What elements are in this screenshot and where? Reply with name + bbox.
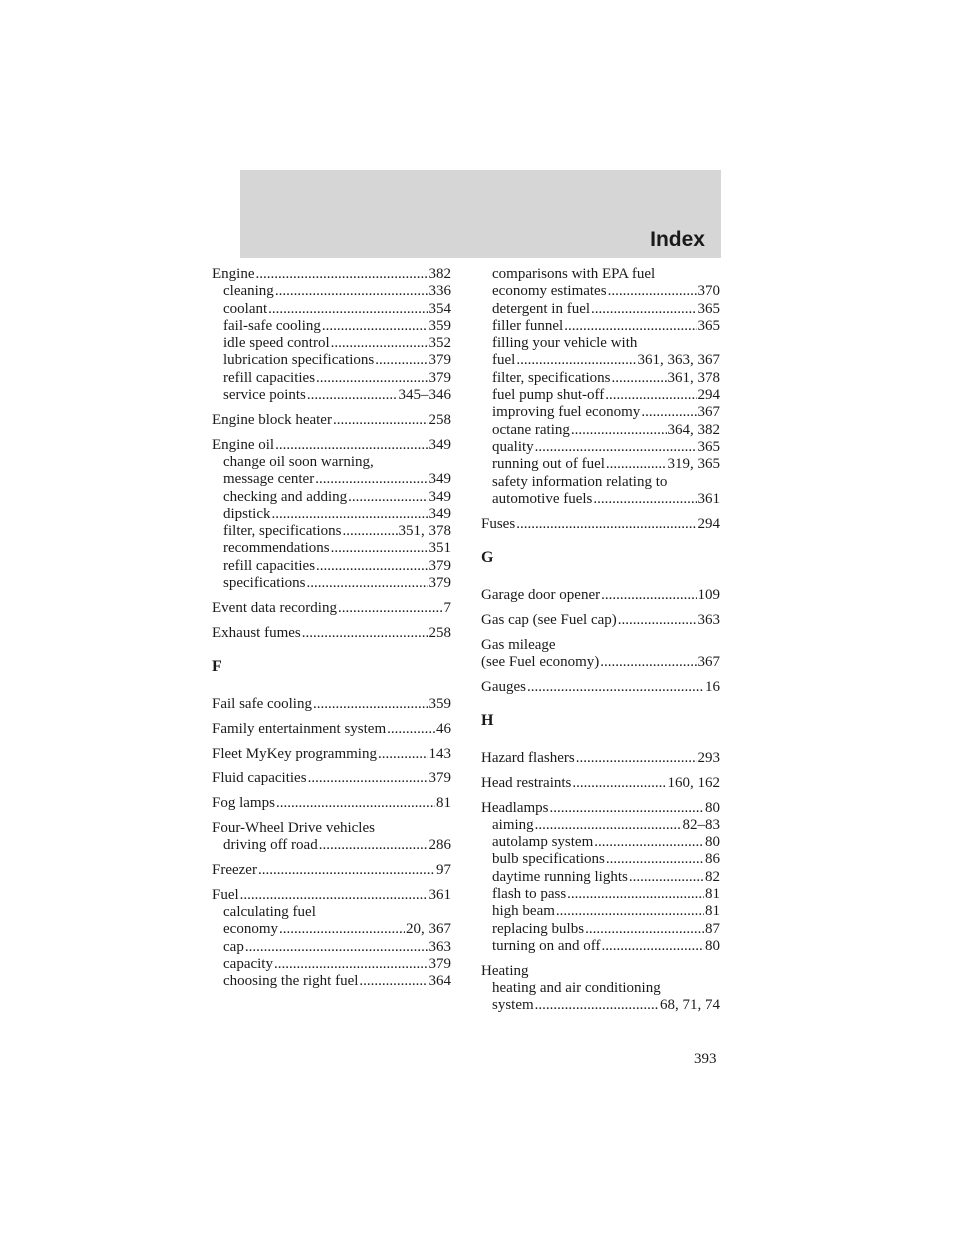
- index-line: [492, 491, 720, 508]
- entry-term: flash to pass: [492, 886, 567, 903]
- dot-leader: [316, 558, 427, 575]
- index-line: [212, 625, 451, 642]
- entry-term: Fleet MyKey programming: [212, 745, 377, 762]
- index-line: [492, 301, 720, 318]
- page-ref: 68, 71, 74: [660, 997, 720, 1014]
- page-ref: 286: [428, 837, 451, 854]
- dot-leader: [272, 506, 428, 523]
- dot-leader: [593, 491, 696, 508]
- dot-leader: [572, 775, 666, 792]
- page-ref: 80: [705, 799, 720, 816]
- page-ref: 379: [428, 352, 451, 369]
- page-ref: 349: [428, 488, 451, 505]
- entry-term: Engine: [212, 266, 255, 282]
- page-ref: 81: [705, 903, 720, 920]
- entry-term: refill capacities: [223, 557, 316, 574]
- page-ref: 379: [428, 369, 451, 386]
- dot-leader: [641, 404, 696, 421]
- index-entry: [481, 963, 720, 1015]
- dot-leader: [258, 862, 435, 879]
- page-ref: 16: [705, 678, 720, 695]
- index-entry: [212, 746, 451, 763]
- index-line: [223, 575, 451, 592]
- index-line: [223, 973, 451, 990]
- page-ref: 81: [705, 886, 720, 903]
- index-entry: [481, 800, 720, 956]
- dot-leader: [302, 625, 428, 642]
- index-line-continued: Four-Wheel Drive vehicles: [212, 819, 375, 836]
- dot-leader: [600, 654, 696, 671]
- index-line: [492, 370, 720, 387]
- entry-term: Fluid capacities: [212, 770, 307, 787]
- page-ref: 365: [697, 438, 720, 455]
- index-line: [492, 851, 720, 868]
- index-line: [212, 437, 451, 454]
- index-column-left: [212, 266, 451, 998]
- index-line: [492, 997, 720, 1014]
- dot-leader: [319, 837, 428, 854]
- page-ref: 367: [697, 404, 720, 421]
- index-line: [212, 746, 451, 763]
- index-line: [492, 938, 720, 955]
- index-line: [223, 921, 451, 938]
- page-ref: 345–346: [398, 387, 451, 404]
- dot-leader: [535, 817, 682, 834]
- index-line: [492, 834, 720, 851]
- dot-leader: [618, 612, 697, 629]
- index-line: [223, 956, 451, 973]
- dot-leader: [527, 679, 704, 696]
- index-entry: [212, 412, 451, 429]
- entry-term: Hazard flashers: [481, 749, 575, 766]
- page-ref: 379: [428, 557, 451, 574]
- index-subentries: [212, 837, 451, 854]
- dot-leader: [378, 746, 428, 763]
- dot-leader: [567, 886, 704, 903]
- dot-leader: [612, 370, 667, 387]
- page-ref: 143: [428, 745, 451, 762]
- entry-term: Engine oil: [212, 436, 275, 453]
- entry-term: Headlamps: [481, 799, 549, 816]
- index-line-continued: filling your vehicle with: [492, 335, 638, 352]
- page-ref: 20, 367: [406, 921, 451, 938]
- entry-term: economy estimates: [492, 283, 607, 300]
- index-line: [223, 837, 451, 854]
- entry-term: octane rating: [492, 421, 570, 438]
- index-subentries: [212, 904, 451, 990]
- dot-leader: [275, 437, 427, 454]
- index-line-continued: comparisons with EPA fuel: [492, 266, 656, 282]
- index-line: [492, 921, 720, 938]
- entry-term: service points: [223, 387, 306, 404]
- index-line: [212, 887, 451, 904]
- page-ref: 352: [428, 335, 451, 352]
- page-ref: 364: [428, 973, 451, 990]
- dot-leader: [601, 587, 696, 604]
- page-ref: 365: [697, 317, 720, 334]
- dot-leader: [535, 439, 697, 456]
- index-line-continued: safety information relating to: [492, 473, 668, 490]
- page-ref: 367: [697, 653, 720, 670]
- entry-term: filler funnel: [492, 317, 564, 334]
- dot-leader: [268, 301, 427, 318]
- index-line-continued: calculating fuel: [223, 904, 316, 921]
- entry-term: quality: [492, 438, 534, 455]
- index-line: [492, 869, 720, 886]
- dot-leader: [331, 335, 428, 352]
- index-line: [481, 516, 720, 533]
- dot-leader: [313, 696, 428, 713]
- dot-leader: [549, 800, 704, 817]
- index-entry: [212, 625, 451, 642]
- index-line: [223, 471, 451, 488]
- entry-term: Garage door opener: [481, 586, 601, 603]
- entry-term: recommendations: [223, 540, 330, 557]
- entry-term: Freezer: [212, 862, 257, 879]
- dot-leader: [387, 721, 435, 738]
- page-ref: 359: [428, 695, 451, 712]
- entry-term: automotive fuels: [492, 490, 593, 507]
- index-line: [492, 422, 720, 439]
- entry-term: turning on and off: [492, 937, 601, 954]
- dot-leader: [322, 318, 428, 335]
- index-line: [481, 800, 720, 817]
- index-entry: [212, 696, 451, 713]
- page-ref: 382: [428, 266, 451, 282]
- dot-leader: [564, 318, 696, 335]
- index-line: [481, 654, 720, 671]
- page-ref: 363: [697, 611, 720, 628]
- page-ref: 258: [428, 624, 451, 641]
- index-line: [212, 600, 451, 617]
- entry-term: aiming: [492, 816, 534, 833]
- entry-term: checking and adding: [223, 488, 348, 505]
- dot-leader: [240, 887, 428, 904]
- entry-term: Gauges: [481, 678, 526, 695]
- dot-leader: [629, 869, 704, 886]
- index-line: [481, 612, 720, 629]
- index-line: [212, 862, 451, 879]
- entry-term: filter, specifications: [223, 523, 342, 540]
- entry-term: economy: [223, 921, 278, 938]
- index-line: [223, 489, 451, 506]
- index-line-continued: Heating: [481, 962, 529, 979]
- entry-term: Fuel: [212, 886, 239, 903]
- page-ref: 293: [697, 749, 720, 766]
- dot-leader: [516, 352, 636, 369]
- page-ref: 86: [705, 851, 720, 868]
- dot-leader: [556, 903, 704, 920]
- page-ref: 363: [428, 938, 451, 955]
- index-line: [492, 903, 720, 920]
- entry-term: Family entertainment system: [212, 720, 387, 737]
- entry-term: fuel pump shut-off: [492, 387, 605, 404]
- index-entry: [212, 600, 451, 617]
- dot-leader: [315, 471, 427, 488]
- index-line: [492, 283, 720, 300]
- index-entry: [481, 266, 720, 508]
- index-line: [492, 404, 720, 421]
- page-ref: 379: [428, 575, 451, 592]
- index-entry: [481, 587, 720, 604]
- dot-leader: [274, 956, 428, 973]
- page-ref: 349: [428, 505, 451, 522]
- index-entry: [481, 679, 720, 696]
- entry-term: system: [492, 997, 534, 1014]
- entry-term: bulb specifications: [492, 851, 605, 868]
- entry-term: Exhaust fumes: [212, 624, 301, 641]
- index-line: [223, 335, 451, 352]
- dot-leader: [308, 770, 428, 787]
- index-line: [223, 523, 451, 540]
- page-ref: 294: [697, 515, 720, 532]
- dot-leader: [307, 387, 398, 404]
- page-ref: 80: [705, 834, 720, 851]
- index-line-continued: change oil soon warning,: [223, 453, 374, 470]
- page-ref: 364, 382: [667, 421, 720, 438]
- entry-term: refill capacities: [223, 369, 316, 386]
- entry-term: Fail safe cooling: [212, 695, 312, 712]
- entry-term: dipstick: [223, 505, 271, 522]
- page-ref: 87: [705, 920, 720, 937]
- dot-leader: [359, 973, 427, 990]
- page-number: 393: [694, 1051, 717, 1067]
- index-line: [212, 412, 451, 429]
- index-line: [223, 540, 451, 557]
- index-subentries: [481, 980, 720, 1015]
- index-line: [223, 370, 451, 387]
- index-letter-heading: H: [481, 711, 494, 729]
- index-line: [492, 352, 720, 369]
- page-ref: 361, 378: [667, 369, 720, 386]
- page-ref: 349: [428, 471, 451, 488]
- index-line: [223, 939, 451, 956]
- page-ref: 81: [436, 795, 451, 812]
- entry-term: Gas cap (see Fuel cap): [481, 611, 617, 628]
- entry-term: detergent in fuel: [492, 300, 591, 317]
- index-line: [223, 558, 451, 575]
- index-letter-heading: G: [481, 548, 494, 566]
- entry-term: Event data recording: [212, 599, 337, 616]
- dot-leader: [535, 997, 659, 1014]
- page-ref: 46: [436, 720, 451, 737]
- dot-leader: [275, 283, 428, 300]
- index-line: [481, 750, 720, 767]
- index-entry: [212, 770, 451, 787]
- entry-term: daytime running lights: [492, 868, 628, 885]
- dot-leader: [606, 851, 704, 868]
- index-entry: [212, 887, 451, 991]
- index-entry: [212, 862, 451, 879]
- entry-term: lubrication specifications: [223, 352, 375, 369]
- index-line: [492, 387, 720, 404]
- index-line: [223, 283, 451, 300]
- dot-leader: [608, 283, 697, 300]
- index-line: [492, 886, 720, 903]
- index-entry: [481, 637, 720, 672]
- dot-leader: [331, 540, 428, 557]
- page-ref: 365: [697, 300, 720, 317]
- index-line: [492, 456, 720, 473]
- index-line: [223, 506, 451, 523]
- dot-leader: [576, 750, 697, 767]
- index-line: [212, 795, 451, 812]
- index-entry: [212, 820, 451, 855]
- index-line: [212, 770, 451, 787]
- page-ref: 359: [428, 317, 451, 334]
- entry-term: high beam: [492, 903, 555, 920]
- page-ref: 370: [697, 283, 720, 300]
- entry-term: Fuses: [481, 515, 516, 532]
- dot-leader: [591, 301, 696, 318]
- index-line-continued: Gas mileage: [481, 636, 556, 653]
- dot-leader: [601, 938, 704, 955]
- index-entry: [481, 612, 720, 629]
- dot-leader: [571, 422, 667, 439]
- dot-leader: [348, 489, 427, 506]
- index-entry: [212, 266, 451, 404]
- dot-leader: [245, 939, 428, 956]
- entry-term: replacing bulbs: [492, 920, 585, 937]
- entry-term: specifications: [223, 575, 306, 592]
- entry-term: cleaning: [223, 283, 274, 300]
- entry-term: cap: [223, 938, 244, 955]
- index-subentries: [481, 266, 720, 508]
- page-ref: 294: [697, 387, 720, 404]
- dot-leader: [279, 921, 405, 938]
- dot-leader: [338, 600, 443, 617]
- page-ref: 319, 365: [667, 456, 720, 473]
- entry-term: idle speed control: [223, 335, 330, 352]
- dot-leader: [343, 523, 398, 540]
- page-ref: 354: [428, 300, 451, 317]
- section-title: Index: [650, 228, 705, 251]
- entry-term: fuel: [492, 352, 516, 369]
- entry-term: Fog lamps: [212, 795, 275, 812]
- index-entry: [212, 795, 451, 812]
- page-ref: 379: [428, 770, 451, 787]
- index-line: [481, 679, 720, 696]
- index-letter-heading: F: [212, 657, 222, 675]
- entry-term: coolant: [223, 300, 268, 317]
- index-entry: [212, 437, 451, 593]
- index-line: [212, 696, 451, 713]
- index-line: [223, 387, 451, 404]
- dot-leader: [306, 575, 427, 592]
- entry-term: improving fuel economy: [492, 404, 641, 421]
- index-column-right: [481, 266, 720, 1022]
- dot-leader: [375, 352, 427, 369]
- page-ref: 361: [697, 490, 720, 507]
- page-ref: 160, 162: [667, 774, 720, 791]
- index-subentries: [212, 454, 451, 592]
- index-line: [481, 775, 720, 792]
- entry-term: choosing the right fuel: [223, 973, 359, 990]
- entry-term: (see Fuel economy): [481, 653, 600, 670]
- index-line: [492, 817, 720, 834]
- index-line: [223, 318, 451, 335]
- page-ref: 7: [443, 599, 451, 616]
- entry-term: filter, specifications: [492, 369, 611, 386]
- index-line: [212, 721, 451, 738]
- dot-leader: [606, 456, 667, 473]
- dot-leader: [585, 921, 704, 938]
- section-header: [240, 170, 721, 258]
- page-ref: 351, 378: [398, 523, 451, 540]
- index-line: [223, 352, 451, 369]
- index-line: [492, 439, 720, 456]
- index-entry: [481, 775, 720, 792]
- page-ref: 82–83: [682, 816, 720, 833]
- page-ref: 97: [436, 862, 451, 879]
- entry-term: Engine block heater: [212, 411, 332, 428]
- index-entry: [212, 721, 451, 738]
- index-line: [212, 266, 451, 283]
- entry-term: Head restraints: [481, 774, 572, 791]
- page-ref: 351: [428, 540, 451, 557]
- page-ref: 361: [428, 886, 451, 903]
- page-ref: 258: [428, 411, 451, 428]
- index-entry: [481, 750, 720, 767]
- index-line: [492, 318, 720, 335]
- entry-term: capacity: [223, 956, 273, 972]
- entry-term: driving off road: [223, 837, 318, 854]
- page-ref: 336: [428, 283, 451, 300]
- dot-leader: [276, 795, 435, 812]
- dot-leader: [316, 370, 427, 387]
- page-ref: 349: [428, 436, 451, 453]
- page-ref: 109: [697, 586, 720, 603]
- page-ref: 379: [428, 956, 451, 972]
- index-line: [481, 587, 720, 604]
- entry-term: fail-safe cooling: [223, 317, 321, 334]
- dot-leader: [333, 412, 428, 429]
- dot-leader: [594, 834, 704, 851]
- entry-term: message center: [223, 471, 315, 488]
- dot-leader: [605, 387, 696, 404]
- page-ref: 80: [705, 937, 720, 954]
- dot-leader: [256, 266, 428, 283]
- dot-leader: [516, 516, 696, 533]
- page-ref: 82: [705, 868, 720, 885]
- entry-term: running out of fuel: [492, 456, 605, 473]
- index-line-continued: heating and air conditioning: [492, 980, 661, 996]
- index-subentries: [481, 817, 720, 955]
- entry-term: autolamp system: [492, 834, 594, 851]
- index-entry: [481, 516, 720, 533]
- page-ref: 361, 363, 367: [637, 352, 720, 369]
- index-subentries: [212, 283, 451, 404]
- index-line: [223, 301, 451, 318]
